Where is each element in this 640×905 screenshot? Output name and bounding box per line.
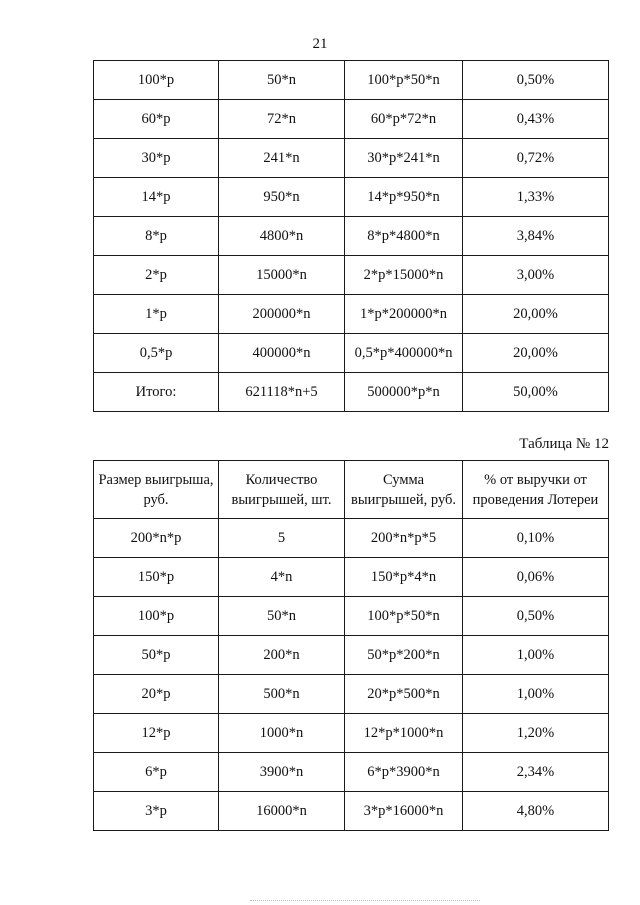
prize-table-continued: [93, 60, 609, 412]
cell-prize-count: 4800*n: [219, 217, 345, 256]
cell-prize-size: 200*n*p: [94, 519, 219, 558]
cell-revenue-percent: 20,00%: [463, 334, 609, 373]
cell-prize-count: 50*n: [219, 61, 345, 100]
cell-prize-sum: 12*p*1000*n: [345, 714, 463, 753]
cell-prize-sum: 30*p*241*n: [345, 139, 463, 178]
table-row: [94, 334, 609, 373]
cell-prize-count: 15000*n: [219, 256, 345, 295]
cell-prize-sum: 0,5*p*400000*n: [345, 334, 463, 373]
cell-prize-size: 8*p: [94, 217, 219, 256]
cell-prize-size: 50*p: [94, 636, 219, 675]
table-row: [94, 519, 609, 558]
table-row: [94, 295, 609, 334]
cell-revenue-percent: 1,20%: [463, 714, 609, 753]
cell-prize-count: 72*n: [219, 100, 345, 139]
cell-prize-sum: 2*p*15000*n: [345, 256, 463, 295]
prize-table-12-body: [94, 519, 609, 831]
cell-prize-count: 3900*n: [219, 753, 345, 792]
cell-prize-size: 2*p: [94, 256, 219, 295]
cell-prize-size: 1*p: [94, 295, 219, 334]
cell-prize-count: 241*n: [219, 139, 345, 178]
cell-prize-count: 400000*n: [219, 334, 345, 373]
cell-prize-sum: 200*n*p*5: [345, 519, 463, 558]
page-bottom-rule: [250, 900, 480, 901]
cell-prize-sum: 500000*p*n: [345, 373, 463, 412]
cell-revenue-percent: 0,50%: [463, 61, 609, 100]
cell-revenue-percent: 3,84%: [463, 217, 609, 256]
cell-prize-sum: 100*p*50*n: [345, 597, 463, 636]
cell-revenue-percent: 0,06%: [463, 558, 609, 597]
cell-prize-count: 950*n: [219, 178, 345, 217]
cell-revenue-percent: 1,33%: [463, 178, 609, 217]
header-row: [94, 461, 609, 519]
table-row: [94, 217, 609, 256]
cell-prize-size: 14*p: [94, 178, 219, 217]
table-row: [94, 139, 609, 178]
cell-revenue-percent: 2,34%: [463, 753, 609, 792]
header-prize-sum: Сумма выигрышей, руб.: [345, 461, 463, 519]
page-number: 21: [312, 36, 328, 52]
cell-revenue-percent: 4,80%: [463, 792, 609, 831]
cell-prize-size: 12*p: [94, 714, 219, 753]
cell-prize-size: 100*p: [94, 61, 219, 100]
prize-table-continued-body: [94, 61, 609, 412]
table-row: [94, 792, 609, 831]
table-row: [94, 61, 609, 100]
cell-prize-count: 200*n: [219, 636, 345, 675]
table-row: [94, 675, 609, 714]
table-row: [94, 100, 609, 139]
cell-revenue-percent: 1,00%: [463, 675, 609, 714]
cell-revenue-percent: 0,10%: [463, 519, 609, 558]
cell-prize-sum: 14*p*950*n: [345, 178, 463, 217]
table-row: [94, 714, 609, 753]
table-row: [94, 558, 609, 597]
cell-revenue-percent: 1,00%: [463, 636, 609, 675]
cell-prize-size: Итого:: [94, 373, 219, 412]
cell-prize-count: 200000*n: [219, 295, 345, 334]
cell-prize-count: 16000*n: [219, 792, 345, 831]
cell-prize-sum: 50*p*200*n: [345, 636, 463, 675]
header-prize-count: Количество выигрышей, шт.: [219, 461, 345, 519]
cell-prize-count: 5: [219, 519, 345, 558]
cell-prize-size: 30*p: [94, 139, 219, 178]
cell-prize-count: 50*n: [219, 597, 345, 636]
cell-prize-sum: 8*p*4800*n: [345, 217, 463, 256]
table-row: [94, 256, 609, 295]
cell-prize-size: 0,5*p: [94, 334, 219, 373]
cell-prize-count: 500*n: [219, 675, 345, 714]
cell-prize-sum: 6*p*3900*n: [345, 753, 463, 792]
cell-revenue-percent: 0,72%: [463, 139, 609, 178]
cell-prize-sum: 100*p*50*n: [345, 61, 463, 100]
cell-prize-count: 4*n: [219, 558, 345, 597]
cell-prize-sum: 1*p*200000*n: [345, 295, 463, 334]
cell-revenue-percent: 0,43%: [463, 100, 609, 139]
cell-revenue-percent: 50,00%: [463, 373, 609, 412]
cell-prize-size: 3*p: [94, 792, 219, 831]
table-header: [94, 461, 609, 519]
cell-prize-size: 150*p: [94, 558, 219, 597]
cell-prize-sum: 20*p*500*n: [345, 675, 463, 714]
cell-prize-size: 20*p: [94, 675, 219, 714]
cell-prize-count: 1000*n: [219, 714, 345, 753]
cell-prize-size: 6*p: [94, 753, 219, 792]
header-revenue-percent: % от выручки от проведения Лотереи: [463, 461, 609, 519]
table-row: [94, 373, 609, 412]
cell-revenue-percent: 20,00%: [463, 295, 609, 334]
table-row: [94, 178, 609, 217]
cell-prize-sum: 150*p*4*n: [345, 558, 463, 597]
cell-revenue-percent: 0,50%: [463, 597, 609, 636]
cell-prize-sum: 3*p*16000*n: [345, 792, 463, 831]
cell-prize-sum: 60*p*72*n: [345, 100, 463, 139]
header-prize-size: Размер выигрыша, руб.: [94, 461, 219, 519]
cell-prize-size: 100*p: [94, 597, 219, 636]
cell-prize-count: 621118*n+5: [219, 373, 345, 412]
cell-revenue-percent: 3,00%: [463, 256, 609, 295]
prize-table-12: [93, 460, 609, 831]
table-caption: Таблица № 12: [519, 436, 609, 452]
table-row: [94, 753, 609, 792]
table-row: [94, 636, 609, 675]
cell-prize-size: 60*p: [94, 100, 219, 139]
table-row: [94, 597, 609, 636]
